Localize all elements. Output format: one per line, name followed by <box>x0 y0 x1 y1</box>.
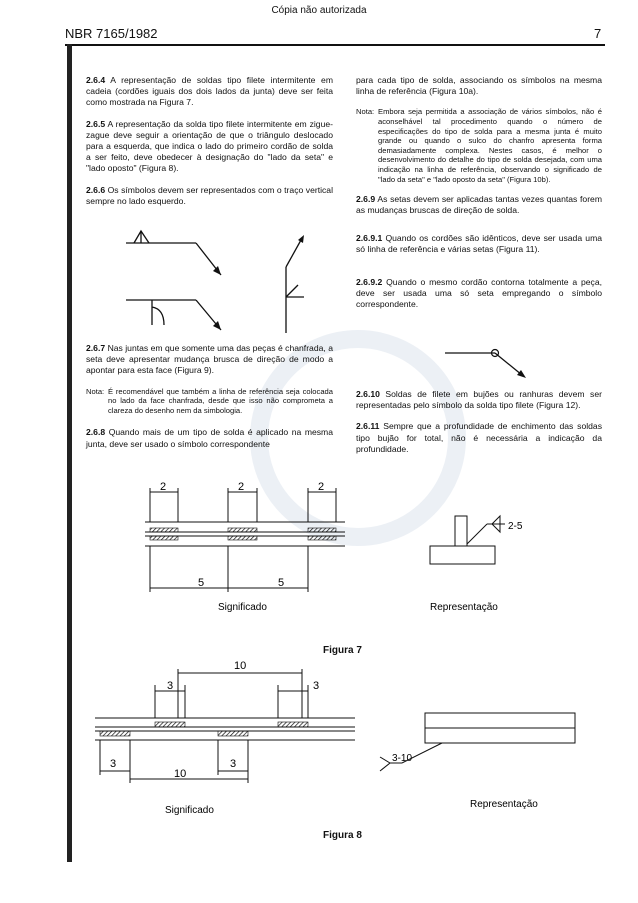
para-2-6-4: 2.6.4 A representação de soldas tipo filete intermitente em cadeia (cordões iguais dos dois lados da junta) deve ser feita como mostrada na Figura 7. <box>86 75 333 108</box>
page-number: 7 <box>594 26 602 41</box>
figure-8-caption: Figura 8 <box>323 830 362 841</box>
right-column-lower <box>356 389 602 465</box>
fig8-representacao: Representação <box>470 799 538 810</box>
note-1: Nota: É recomendável que também a linha de referência seja colocada no lado da face chanfrada, desde que isso não comprometa a clareza do desenho nem da simbologia. <box>86 386 333 415</box>
fig7-representacao: Representação <box>430 602 498 613</box>
fig8-dim-10-bot: 10 <box>174 768 187 780</box>
fig8-significado: Significado <box>165 805 214 816</box>
para-2-6-11: 2.6.11 Sempre que a profundidade de enchimento das soldas tipo bujão for total, não é necessária a indicação da profundidade. <box>356 421 603 454</box>
para-2-6-5: 2.6.5 A representação da solda tipo filete intermitente em zigue-zague deve seguir a orientação de que o triângulo deslocado para a esquerda, que indica o lado do primeiro cordão de solda a ser feito, deve obedecer à designação do "lado da seta" e "lado oposto" (Figura 8). <box>86 118 333 174</box>
para-2-6-9: 2.6.9 As setas devem ser aplicadas tantas vezes quantas forem as mudanças bruscas de direção de solda. <box>356 194 602 216</box>
standard-code: NBR 7165/1982 <box>65 26 158 41</box>
fig7-dim-top-3: 2 <box>318 481 325 493</box>
figure-8-drawing <box>90 655 610 820</box>
note-2: Nota: Embora seja permitida a associação de vários símbolos, não é aconselhável tal procedimento quando o número de especificações do tipo de solda para a mesma junta é muito grande ou quando o sulco do chanfro apresenta forma demasiadamente complexa. Nestes casos, é melhor o desenvolvimento do detalhe do tipo de solda desejada, com uma indicação na linha de referência, observando o significado de "lado da seta" e "lado oposto da seta" (Figura 10b). <box>356 107 602 184</box>
fig7-significado: Significado <box>218 602 267 613</box>
figure-7-caption: Figura 7 <box>323 645 362 656</box>
para-2-6-8-cont: para cada tipo de solda, associando os símbolos na mesma linha de referência (Figura 10a). <box>356 75 602 97</box>
fig7-dim-bot-1: 5 <box>198 577 205 589</box>
fig8-dim-3-c: 3 <box>110 758 117 770</box>
para-2-6-9-1: 2.6.9.1 Quando os cordões são idênticos, deve ser usada uma só linha de referência e várias setas (Figura 11). <box>356 232 603 254</box>
fig8-dim-3-a: 3 <box>167 680 174 692</box>
figure-7-drawing <box>140 480 610 615</box>
fig8-dim-3-d: 3 <box>230 758 237 770</box>
left-margin-bar <box>67 44 72 862</box>
left-column-lower <box>86 343 333 460</box>
copy-notice: Cópia não autorizada <box>271 5 367 16</box>
fig7-dim-top-1: 2 <box>160 481 167 493</box>
fig8-dim-3-b: 3 <box>313 680 320 692</box>
para-2-6-7: 2.6.7 Nas juntas em que somente uma das peças é chanfrada, a seta deve apresentar mudança brusca de direção de modo a apontar para esta face (Figura 9). <box>86 343 333 376</box>
header-rule <box>65 44 605 46</box>
fig7-dim-bot-2: 5 <box>278 577 285 589</box>
symbols-illustration <box>86 225 346 345</box>
para-2-6-6: 2.6.6 Os símbolos devem ser representados com o traço vertical sempre no lado esquerdo. <box>86 184 333 206</box>
fig8-dim-10-top: 10 <box>234 660 247 672</box>
para-2-6-10: 2.6.10 Soldas de filete em bujões ou ranhuras devem ser representadas pelo símbolo da solda tipo filete (Figura 12). <box>356 389 602 411</box>
fig8-symbol-label: 3-10 <box>392 753 413 764</box>
left-column <box>86 75 333 217</box>
right-column <box>356 75 602 321</box>
para-2-6-8: 2.6.8 Quando mais de um tipo de solda é aplicado na mesma junta, deve ser usado o símbolo correspondente <box>86 427 333 449</box>
all-around-symbol <box>440 343 550 385</box>
fig7-dim-top-2: 2 <box>238 481 245 493</box>
fig7-symbol-label: 2-5 <box>508 521 523 532</box>
para-2-6-9-2: 2.6.9.2 Quando o mesmo cordão contorna totalmente a peça, deve ser usada uma só seta empregando o símbolo correspondente. <box>356 276 603 310</box>
